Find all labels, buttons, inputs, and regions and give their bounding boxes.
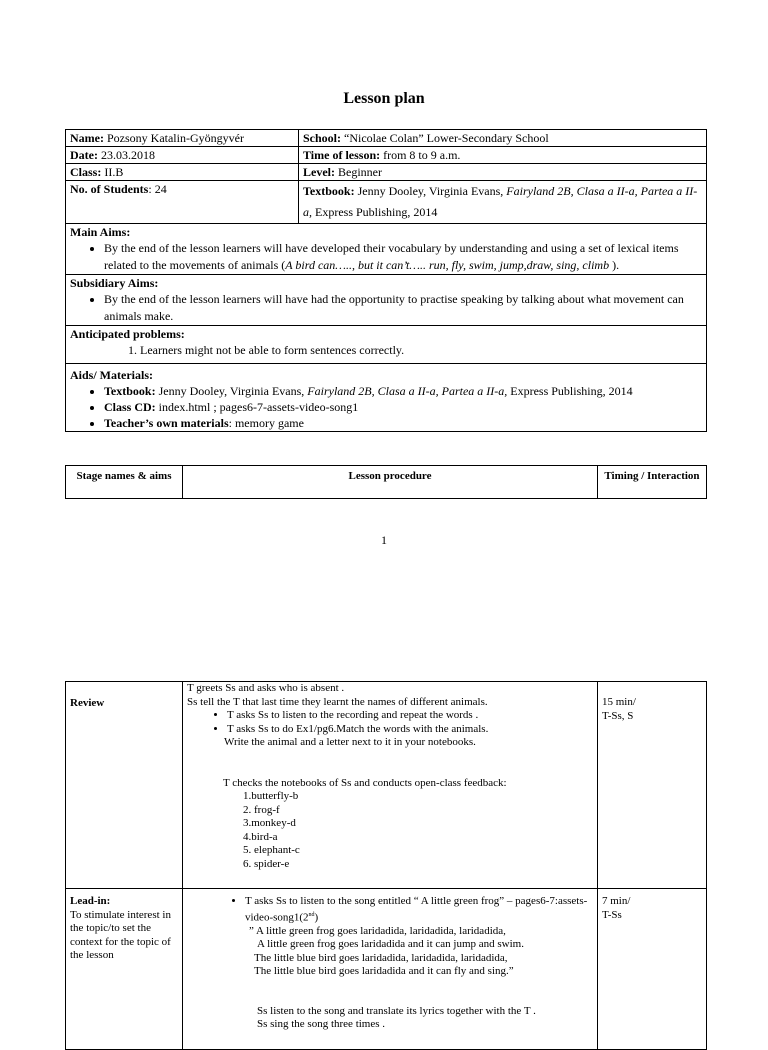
textbook-authors: Jenny Dooley, Virginia Evans, [354, 184, 507, 198]
review-answer: 2. frog-f [243, 803, 280, 816]
lead-in-lyric: The little blue bird goes laridadida, laridadida, laridadida, [254, 951, 508, 964]
aids-cell [66, 364, 707, 432]
review-timing: 15 min/ [602, 696, 636, 708]
review-bullet-2: • T asks Ss to do Ex1/pg6.Match the words with the animals. [227, 723, 593, 737]
timing-header: Timing / Interaction [598, 466, 707, 499]
review-answer: 4.bird-a [243, 830, 278, 843]
name-value: Pozsony Katalin-Gyöngyvér [103, 131, 244, 145]
textbook-label: Textbook: [303, 184, 355, 198]
time-cell [299, 147, 707, 164]
aids-own-label: Teacher’s own materials [104, 416, 229, 430]
aids-textbook-title: Fairyland 2B, Clasa a II-a, Partea a II-a, [307, 384, 508, 398]
lead-in-bullets [187, 895, 593, 925]
aids-textbook-label: Textbook: [104, 384, 156, 398]
review-answer: 3.monkey-d [243, 817, 296, 829]
anticipated-item: 1. Learners might not be able to form sentences correctly. [140, 342, 702, 358]
stage-names-header: Stage names & aims [66, 466, 183, 499]
main-aims-list [70, 240, 702, 274]
review-procedure-cell [183, 682, 598, 889]
lead-in-bullet-tail: ) [314, 911, 319, 924]
students-cell [66, 181, 299, 224]
aids-textbook-publisher: Express Publishing, 2014 [507, 384, 633, 398]
review-interaction: T-Ss, S [602, 709, 634, 722]
name-label: Name: [70, 131, 104, 145]
review-timing-cell [598, 682, 707, 889]
main-aims-item [104, 240, 702, 274]
lead-in-interaction: T-Ss [602, 908, 622, 921]
subsidiary-aims-list [70, 291, 702, 325]
lead-in-lyric: A little green frog goes laridadida and it can jump and swim. [257, 938, 524, 951]
review-stage-cell [66, 682, 183, 889]
lead-in-sup: nd [308, 911, 315, 918]
time-label: Time of lesson: [303, 148, 381, 162]
lead-in-timing-cell [598, 889, 707, 1050]
date-value: 23.03.2018 [97, 148, 155, 162]
subsidiary-aims-label: Subsidiary Aims: [70, 276, 159, 290]
class-value: II.B [101, 165, 124, 179]
aids-cd-label: Class CD: [104, 400, 156, 414]
level-label: Level: [303, 165, 335, 179]
lead-in-procedure-cell [183, 889, 598, 1050]
lead-in-stage-cell [66, 889, 183, 1050]
date-label: Date: [70, 148, 98, 162]
review-stage-label: Review [70, 697, 105, 709]
aids-textbook-authors: Jenny Dooley, Virginia Evans, [155, 384, 308, 398]
aids-label: Aids/ Materials: [70, 368, 153, 382]
lead-in-after-2: Ss sing the song three times . [257, 1018, 386, 1031]
students-label: No. of Students [70, 182, 149, 196]
review-bullet-1: • T asks Ss to listen to the recording and repeat the words . [227, 709, 593, 723]
main-aims-italic: A bird can….., but it can’t….. run, fly, swim, jump,draw, sing, climb [285, 258, 610, 272]
lesson-info-table [65, 129, 707, 432]
page-number: 1 [381, 533, 387, 547]
main-aims-cell [66, 224, 707, 275]
subsidiary-aims-item: • By the end of the lesson learners will have had the opportunity to practise speaking by talking about what movement can animals make. [104, 291, 702, 325]
procedure-table [65, 681, 707, 1050]
school-value: “Nicolae Colan” Lower-Secondary School [341, 131, 549, 145]
lead-in-label: Lead-in: [70, 895, 111, 907]
review-line2: Ss tell the T that last time they learnt the names of different animals. [187, 695, 488, 708]
class-cell [66, 164, 299, 181]
aids-list [70, 383, 702, 431]
textbook-cell [299, 181, 707, 224]
review-bullets [187, 709, 593, 736]
lead-in-lyric: ” A little green frog goes laridadida, laridadida, laridadida, [249, 924, 506, 937]
aids-cd-item [104, 399, 702, 415]
level-value: Beginner [335, 165, 382, 179]
review-answer: 5. elephant-c [243, 844, 300, 856]
lead-in-lyric: The little blue bird goes laridadida and it can fly and sing.” [254, 965, 514, 978]
aids-own-item [104, 415, 702, 431]
aids-cd-value: index.html ; pages6-7-assets-video-song1 [155, 400, 359, 414]
students-value: : 24 [148, 182, 167, 196]
textbook-title: Fairyland 2B, Clasa a II-a, Partea a II-a, [303, 184, 698, 219]
aids-own-value: : memory game [228, 416, 304, 430]
review-answer: 1.butterfly-b [243, 790, 299, 802]
time-value: from 8 to 9 a.m. [380, 148, 461, 162]
stage-header-table [65, 465, 707, 499]
review-feedback: T checks the notebooks of Ss and conducts open-class feedback: [223, 776, 507, 789]
lead-in-aim: To stimulate interest in the topic/to set the context for the topic of the lesson [70, 908, 171, 961]
lead-in-bullet [245, 895, 593, 925]
lead-in-bullet-text: T asks Ss to listen to the song entitled “ A little green frog” – pages6-7:assets-video-song1(2 [245, 895, 588, 924]
textbook-publisher: Express Publishing, 2014 [312, 205, 438, 219]
lead-in-timing: 7 min/ [602, 895, 631, 907]
main-aims-text: By the end of the lesson learners will have developed their vocabulary by understanding and using a set of lexical items related to the movements of animals ( [104, 241, 679, 272]
level-cell [299, 164, 707, 181]
date-cell [66, 147, 299, 164]
school-cell [299, 130, 707, 147]
anticipated-list [70, 342, 702, 358]
anticipated-label: Anticipated problems: [70, 327, 185, 341]
anticipated-cell [66, 326, 707, 364]
review-line1: T greets Ss and asks who is absent . [187, 682, 345, 694]
aids-textbook-item [104, 383, 702, 399]
review-answer: 6. spider-e [243, 857, 290, 870]
lead-in-after: Ss listen to the song and translate its lyrics together with the T . [257, 1004, 536, 1017]
school-label: School: [303, 131, 342, 145]
subsidiary-aims-cell [66, 275, 707, 326]
page-title: Lesson plan [343, 90, 425, 107]
lesson-procedure-header: Lesson procedure [183, 466, 598, 499]
name-cell [66, 130, 299, 147]
main-aims-label: Main Aims: [70, 225, 131, 239]
main-aims-tail: ). [609, 258, 620, 272]
review-bullet-2b: Write the animal and a letter next to it in your notebooks. [224, 736, 476, 748]
class-label: Class: [70, 165, 102, 179]
